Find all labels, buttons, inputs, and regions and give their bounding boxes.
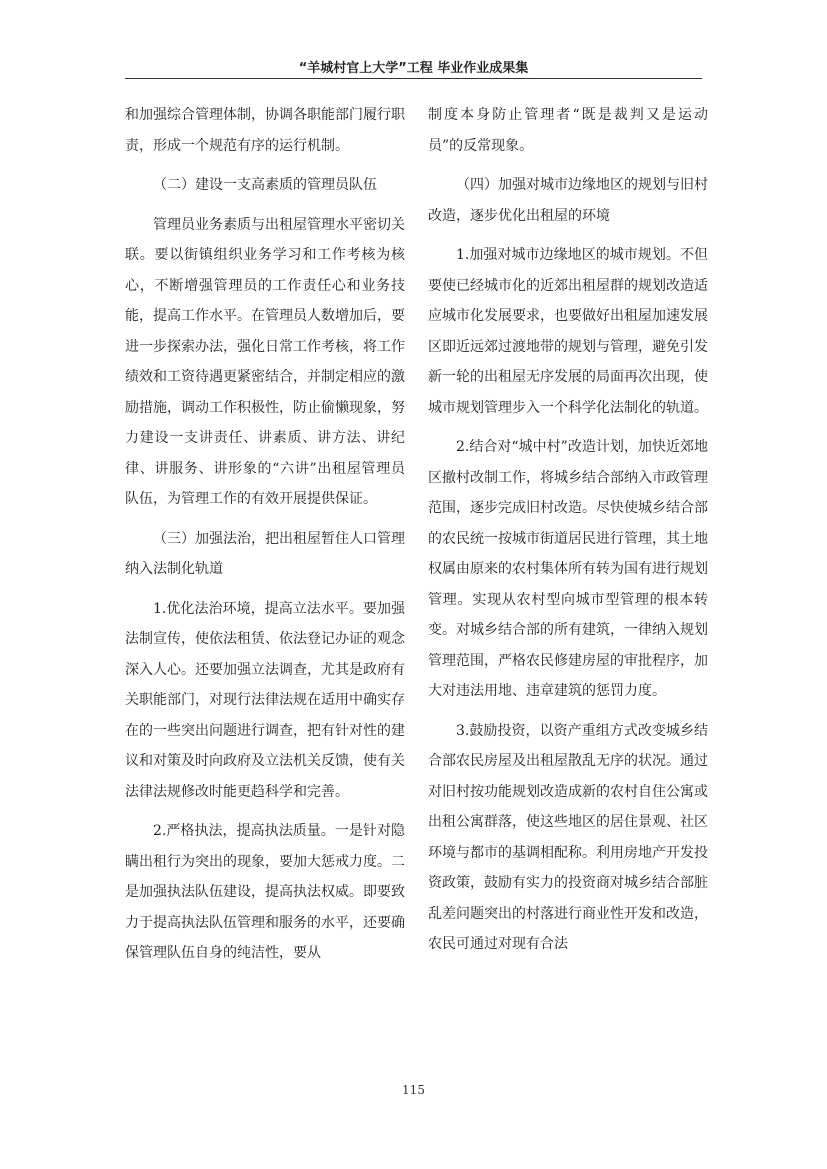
section-heading: （三）加强法治，把出租屋暂住人口管理纳入法制化轨道: [125, 530, 405, 577]
section-heading: （二）建设一支高素质的管理员队伍: [153, 177, 377, 193]
page-number: 115: [402, 1083, 425, 1097]
paragraph: 2.严格执法，提高执法质量。一是针对隐瞒出租行为突出的现象，要加大惩戒力度。二是加强执法队伍建设，提高执法权威。即要致力于提高执法队伍管理和服务的水平，还要确保管理队伍自身的纯洁性，要从: [125, 823, 405, 961]
paragraph: 制度本身防止管理者“既是裁判又是运动员”的反常现象。: [428, 107, 708, 154]
right-text-column: [428, 100, 708, 969]
section-heading: （四）加强对城市边缘地区的规划与旧村改造，逐步优化出租屋的环境: [428, 177, 708, 224]
left-text-column: [125, 100, 405, 978]
header-divider: [125, 78, 702, 79]
page-header-title: “羊城村官上大学”工程 毕业作业成果集: [298, 61, 529, 76]
paragraph: 和加强综合管理体制，协调各职能部门履行职责，形成一个规范有序的运行机制。: [125, 107, 405, 154]
paragraph: 3.鼓励投资，以资产重组方式改变城乡结合部农民房屋及出租屋散乱无序的状况。通过对旧村按功能规划改造成新的农村自住公寓或出租公寓群落，使这些地区的居住景观、社区环境与都市的基调相配称。利用房地产开发投资政策，鼓励有实力的投资商对城乡结合部脏乱差问题突出的村落进行商业性开发和改造，农民可通过对现有合法: [428, 722, 708, 952]
paragraph: 1.加强对城市边缘地区的城市规划。不但要使已经城市化的近郊出租屋群的规划改造适应城市化发展要求，也要做好出租屋加速发展区即近远郊过渡地带的规划与管理，避免引发新一轮的出租屋无序发展的局面再次出现，使城市规划管理步入一个科学化法制化的轨道。: [428, 247, 708, 416]
paragraph: 管理员业务素质与出租屋管理水平密切关联。要以街镇组织业务学习和工作考核为核心，不断增强管理员的工作责任心和业务技能，提高工作水平。在管理员人数增加后，要进一步探索办法，强化日常工作考核，将工作绩效和工资待遇更紧密结合，并制定相应的激励措施，调动工作积极性，防止偷懒现象，努力建设一支讲责任、讲素质、讲方法、讲纪律、讲服务、讲形象的“六讲”出租屋管理员队伍，为管理工作的有效开展提供保证。: [125, 216, 405, 507]
paragraph: 2.结合对“城中村”改造计划，加快近郊地区撤村改制工作，将城乡结合部纳入市政管理范围，逐步完成旧村改造。尽快使城乡结合部的农民统一按城市街道居民进行管理，其土地权属由原来的农村集体所有转为国有进行规划管理。实现从农村型向城市型管理的根本转变。对城乡结合部的所有建筑，一律纳入规划管理范围，严格农民修建房屋的审批程序，加大对违法用地、违章建筑的惩罚力度。: [428, 439, 708, 699]
paragraph: 1.优化法治环境，提高立法水平。要加强法制宣传，使依法租赁、依法登记办证的观念深入人心。还要加强立法调查，尤其是政府有关职能部门，对现行法律法规在适用中确实存在的一些突出问题进行调查，把有针对性的建议和对策及时向政府及立法机关反馈，使有关法律法规修改时能更趋科学和完善。: [125, 600, 405, 800]
